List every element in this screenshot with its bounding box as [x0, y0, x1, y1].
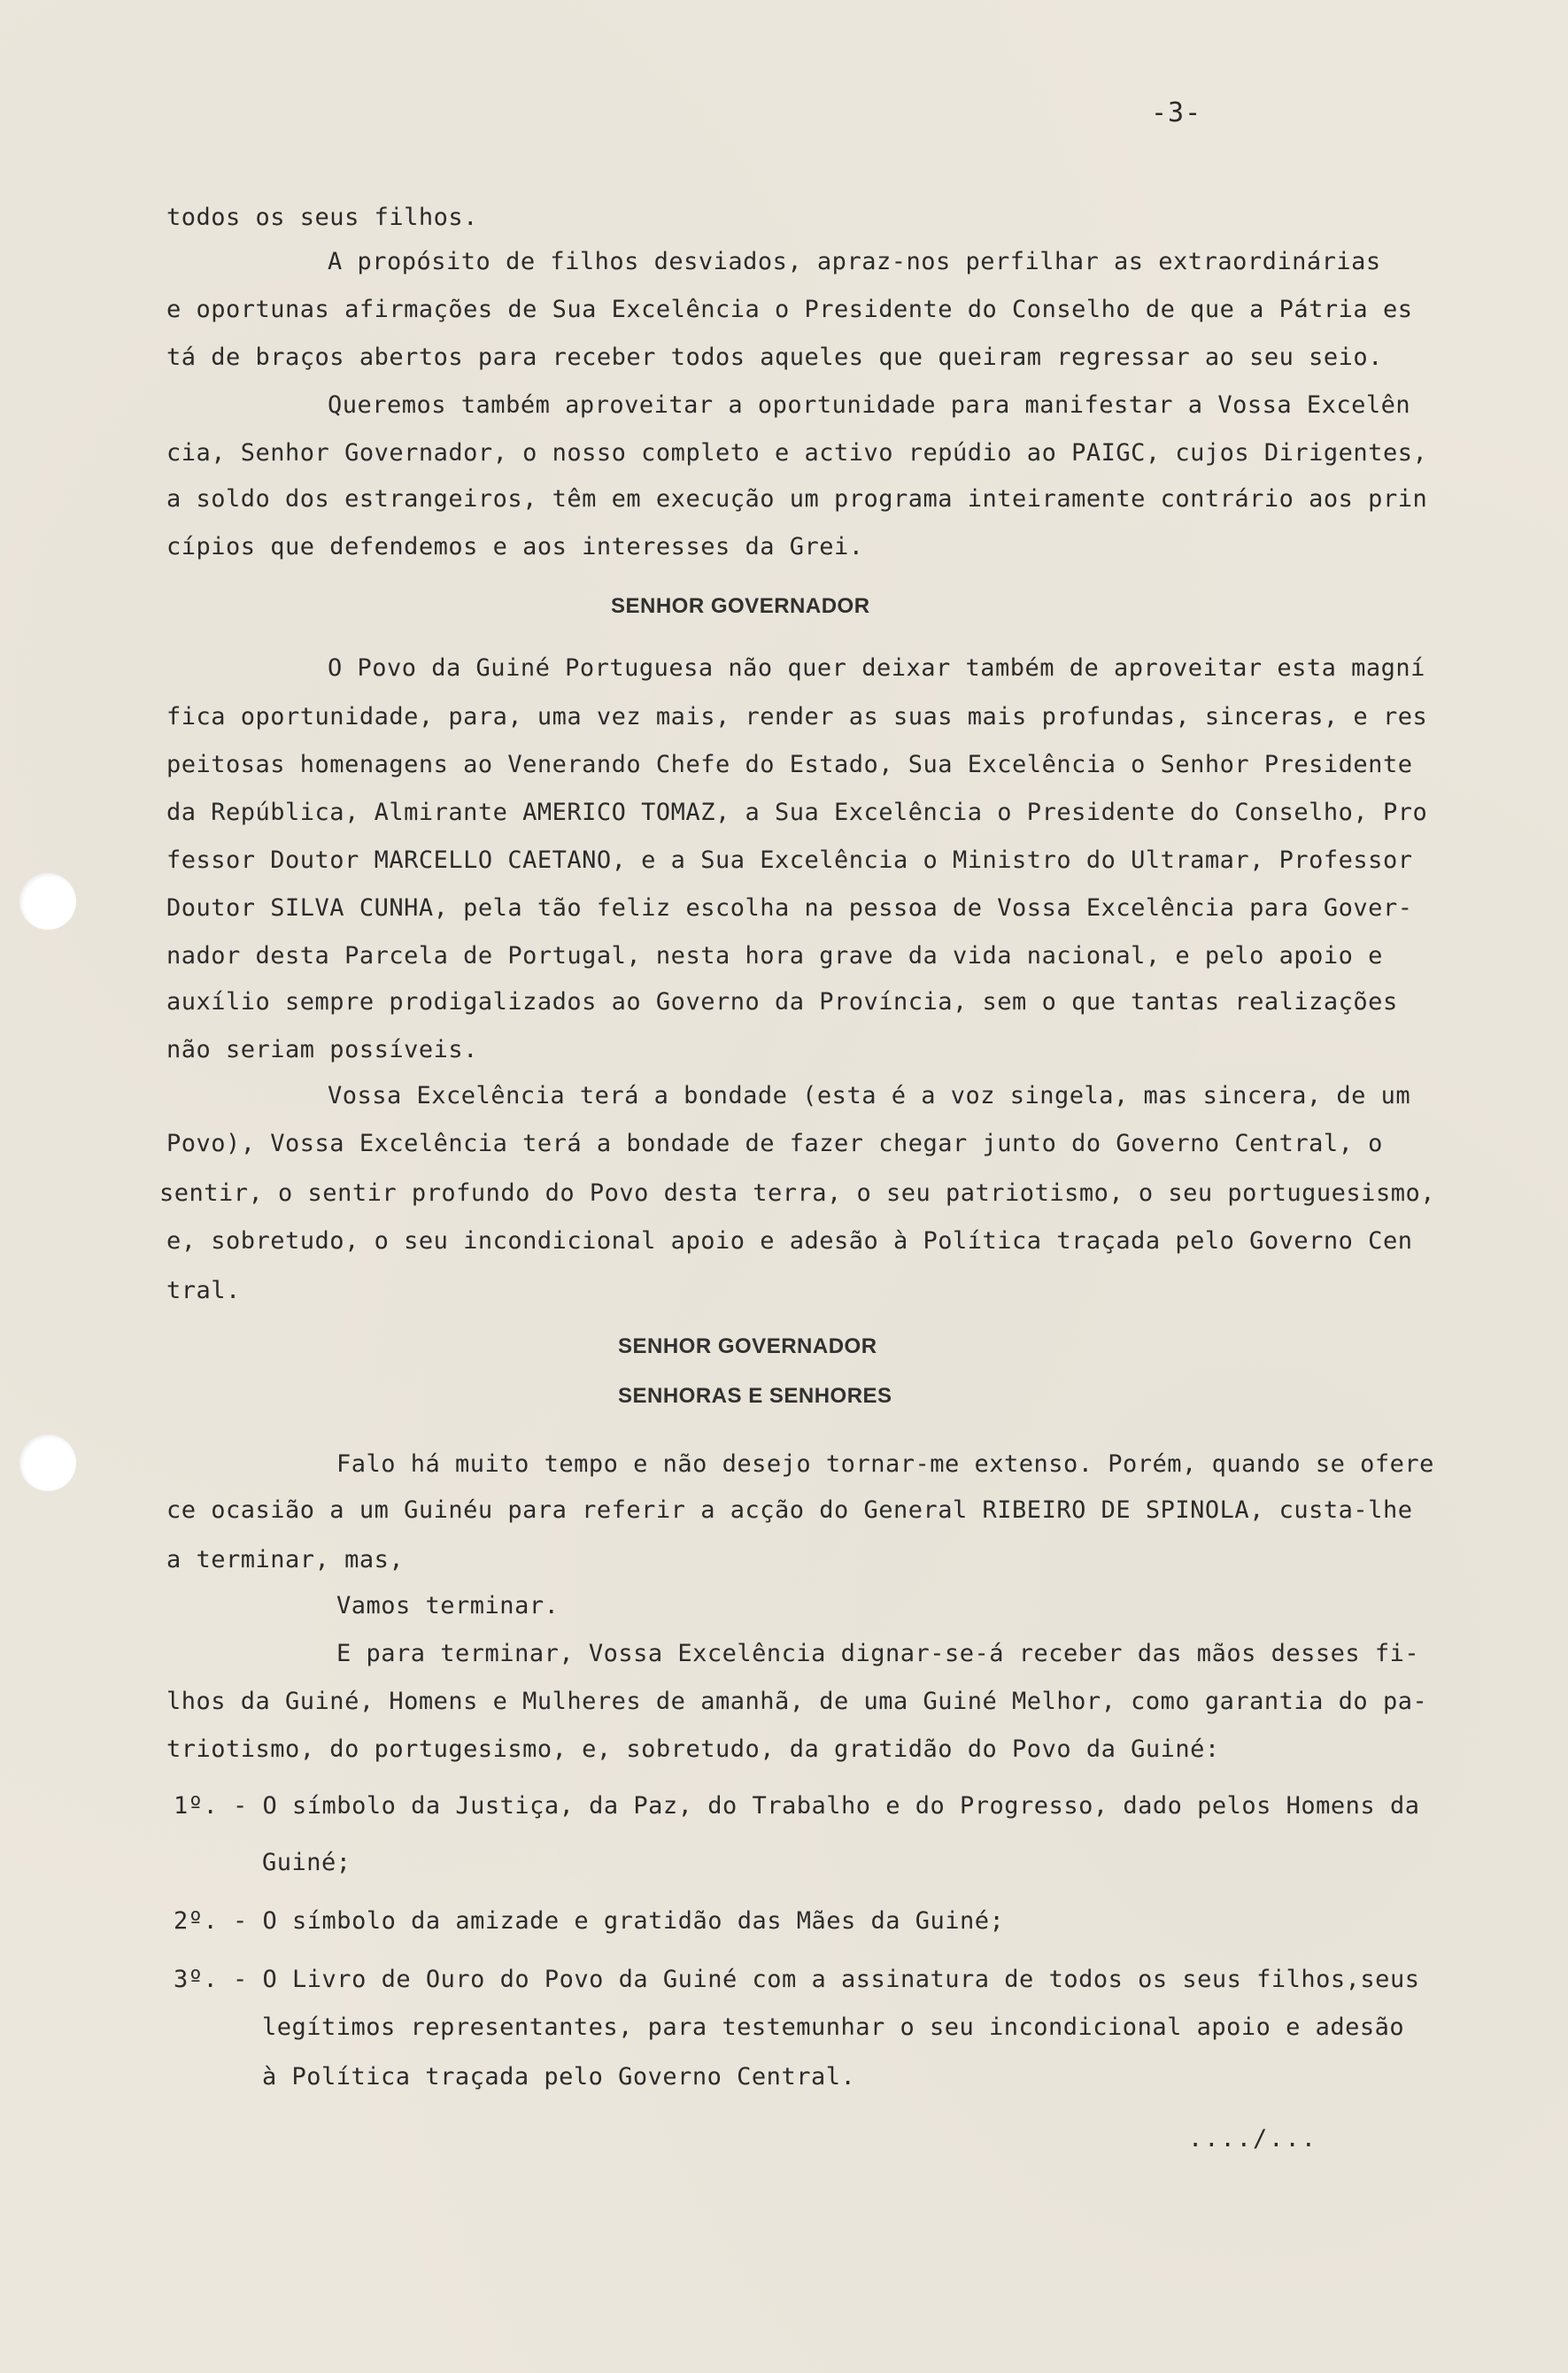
text-line: Doutor SILVA CUNHA, pela tão feliz escolha na pessoa de Vossa Excelência para Gover- — [166, 894, 1413, 922]
text-line: Vossa Excelência terá a bondade (esta é a voz singela, mas sincera, de um — [328, 1082, 1411, 1109]
text-line: da República, Almirante AMERICO TOMAZ, a Sua Excelência o Presidente do Conselho, Pro — [166, 799, 1428, 826]
text-line: cia, Senhor Governador, o nosso completo e activo repúdio ao PAIGC, cujos Dirigentes, — [166, 439, 1428, 467]
section-heading: SENHOR GOVERNADOR — [611, 594, 870, 618]
punch-hole-top — [19, 873, 76, 930]
text-line: e, sobretudo, o seu incondicional apoio e adesão à Política traçada pelo Governo Cen — [166, 1227, 1413, 1255]
text-line: nador desta Parcela de Portugal, nesta hora grave da vida nacional, e pelo apoio e — [166, 942, 1383, 970]
section-heading: SENHOR GOVERNADOR — [618, 1334, 877, 1358]
text-line: Povo), Vossa Excelência terá a bondade de fazer chegar junto do Governo Central, o — [166, 1130, 1383, 1157]
text-line: todos os seus filhos. — [166, 204, 478, 231]
text-line: 3º. - O Livro de Ouro do Povo da Guiné com a assinatura de todos os seus filhos,seus — [174, 1966, 1420, 1993]
text-line: à Política traçada pelo Governo Central. — [262, 2063, 856, 2091]
text-line: cípios que defendemos e aos interesses da Grei. — [166, 533, 864, 560]
text-line: sentir, o sentir profundo do Povo desta terra, o seu patriotismo, o seu portuguesismo, — [159, 1179, 1435, 1207]
text-line: tral. — [166, 1277, 241, 1304]
text-line: e oportunas afirmações de Sua Excelência o Presidente do Conselho de que a Pátria es — [166, 296, 1413, 323]
section-heading: SENHORAS E SENHORES — [618, 1384, 892, 1408]
continuation-mark: ..../... — [1188, 2125, 1318, 2153]
page-number: -3- — [1151, 97, 1202, 128]
text-line: auxílio sempre prodigalizados ao Governo da Província, sem o que tantas realizações — [166, 988, 1398, 1016]
text-line: A propósito de filhos desviados, apraz-nos perfilhar as extraordinárias — [328, 248, 1381, 275]
text-line: Vamos terminar. — [336, 1592, 560, 1619]
text-line: lhos da Guiné, Homens e Mulheres de amanhã, de uma Guiné Melhor, como garantia do pa- — [166, 1688, 1428, 1715]
text-line: a terminar, mas, — [166, 1546, 405, 1573]
text-line: legítimos representantes, para testemunhar o seu incondicional apoio e adesão — [262, 2014, 1405, 2041]
text-line: 1º. - O símbolo da Justiça, da Paz, do Trabalho e do Progresso, dado pelos Homens da — [174, 1792, 1420, 1820]
text-line: Queremos também aproveitar a oportunidade para manifestar a Vossa Excelên — [328, 391, 1411, 419]
text-line: 2º. - O símbolo da amizade e gratidão das Mães da Guiné; — [174, 1907, 1005, 1935]
punch-hole-bottom — [19, 1434, 76, 1491]
text-line: Guiné; — [262, 1849, 351, 1876]
text-line: Falo há muito tempo e não desejo tornar-me extenso. Porém, quando se ofere — [336, 1450, 1434, 1478]
text-line: ce ocasião a um Guinéu para referir a acção do General RIBEIRO DE SPINOLA, custa-lhe — [166, 1496, 1413, 1524]
text-line: fessor Doutor MARCELLO CAETANO, e a Sua Excelência o Ministro do Ultramar, Professor — [166, 846, 1413, 874]
text-line: a soldo dos estrangeiros, têm em execução um programa inteiramente contrário aos prin — [166, 485, 1428, 513]
text-line: peitosas homenagens ao Venerando Chefe do Estado, Sua Excelência o Senhor Presidente — [166, 751, 1413, 778]
text-line: O Povo da Guiné Portuguesa não quer deixar também de aproveitar esta magní — [328, 654, 1425, 682]
text-line: não seriam possíveis. — [166, 1036, 478, 1063]
text-line: triotismo, do portugesismo, e, sobretudo, da gratidão do Povo da Guiné: — [166, 1735, 1220, 1763]
text-line: fica oportunidade, para, uma vez mais, render as suas mais profundas, sinceras, e res — [166, 703, 1428, 730]
text-line: E para terminar, Vossa Excelência dignar-se-á receber das mãos desses fi- — [336, 1640, 1420, 1667]
text-line: tá de braços abertos para receber todos aqueles que queiram regressar ao seu seio. — [166, 344, 1383, 371]
